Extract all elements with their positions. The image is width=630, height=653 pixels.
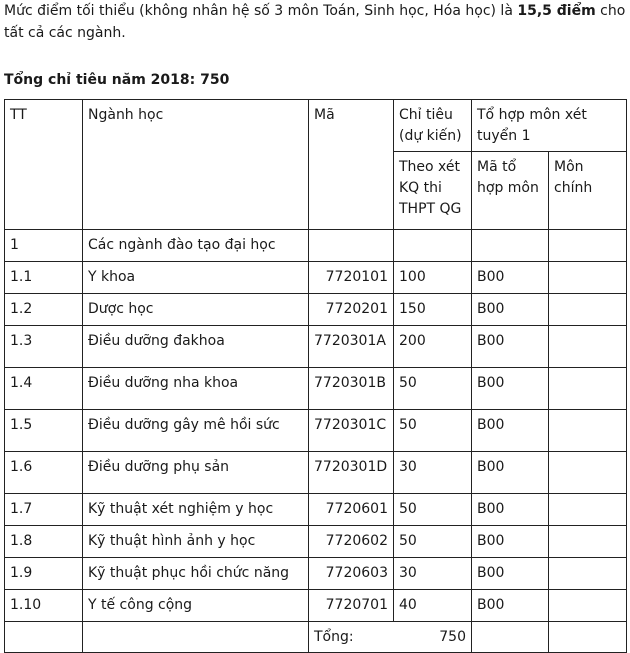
header-row [5, 100, 627, 152]
row-main-subject [549, 526, 627, 558]
row-code: 7720301C [309, 410, 394, 452]
group-row [5, 230, 627, 262]
row-tt: 1.3 [5, 326, 83, 368]
row-main-subject [549, 452, 627, 494]
intro-paragraph [4, 0, 626, 44]
table-row [5, 262, 627, 294]
row-code: 7720301D [309, 452, 394, 494]
row-main-subject [549, 262, 627, 294]
row-code: 7720301A [309, 326, 394, 368]
row-tt: 1.6 [5, 452, 83, 494]
row-tt: 1.2 [5, 294, 83, 326]
row-code: 7720301B [309, 368, 394, 410]
header-code: Mã [309, 100, 394, 230]
table-row [5, 494, 627, 526]
row-tt: 1.5 [5, 410, 83, 452]
intro-text-before: Mức điểm tối thiểu (không nhân hệ số 3 môn Toán, Sinh học, Hóa học) là [4, 3, 518, 19]
row-major: Điều dưỡng phụ sản [83, 452, 309, 494]
row-quota: 50 [394, 410, 472, 452]
row-tt: 1.4 [5, 368, 83, 410]
row-main-subject [549, 494, 627, 526]
total-label: Tổng: [314, 629, 354, 645]
row-major: Y khoa [83, 262, 309, 294]
row-code: 7720603 [309, 558, 394, 590]
header-combo: Tổ hợp môn xét tuyển 1 [472, 100, 627, 152]
row-quota: 150 [394, 294, 472, 326]
row-major: Điều dưỡng gây mê hồi sức [83, 410, 309, 452]
header-combo-code: Mã tổ hợp môn [472, 152, 549, 230]
row-combo: B00 [472, 526, 549, 558]
row-quota: 200 [394, 326, 472, 368]
row-combo: B00 [472, 326, 549, 368]
row-code: 7720601 [309, 494, 394, 526]
row-quota: 30 [394, 452, 472, 494]
header-quota-sub: Theo xét KQ thi THPT QG [394, 152, 472, 230]
row-major: Điều dưỡng đakhoa [83, 326, 309, 368]
table-row [5, 410, 627, 452]
table-row [5, 368, 627, 410]
row-quota: 40 [394, 590, 472, 622]
row-quota: 50 [394, 494, 472, 526]
total-cell [309, 622, 472, 653]
row-code: 7720701 [309, 590, 394, 622]
row-major: Điều dưỡng nha khoa [83, 368, 309, 410]
row-main-subject [549, 294, 627, 326]
table-row [5, 452, 627, 494]
row-combo: B00 [472, 494, 549, 526]
row-main-subject [549, 590, 627, 622]
group-major: Các ngành đào tạo đại học [83, 230, 309, 262]
row-main-subject [549, 326, 627, 368]
table-row [5, 294, 627, 326]
row-combo: B00 [472, 294, 549, 326]
total-quota-heading: Tổng chỉ tiêu năm 2018: 750 [4, 72, 230, 88]
row-major: Kỹ thuật xét nghiệm y học [83, 494, 309, 526]
row-major: Y tế công cộng [83, 590, 309, 622]
row-code: 7720201 [309, 294, 394, 326]
row-quota: 30 [394, 558, 472, 590]
row-quota: 50 [394, 526, 472, 558]
row-tt: 1.9 [5, 558, 83, 590]
row-tt: 1.10 [5, 590, 83, 622]
total-row [5, 622, 627, 653]
table-row [5, 326, 627, 368]
header-tt: TT [5, 100, 83, 230]
total-value: 750 [439, 629, 466, 645]
intro-min-score: 15,5 điểm [517, 3, 596, 19]
row-major: Kỹ thuật hình ảnh y học [83, 526, 309, 558]
row-code: 7720101 [309, 262, 394, 294]
row-combo: B00 [472, 368, 549, 410]
intro-text-after: cho tất cả các ngành. [4, 3, 626, 41]
header-quota: Chỉ tiêu (dự kiến) [394, 100, 472, 152]
row-combo: B00 [472, 262, 549, 294]
row-quota: 50 [394, 368, 472, 410]
row-quota: 100 [394, 262, 472, 294]
table-row [5, 590, 627, 622]
row-main-subject [549, 558, 627, 590]
row-combo: B00 [472, 452, 549, 494]
row-tt: 1.1 [5, 262, 83, 294]
group-tt: 1 [5, 230, 83, 262]
table-row [5, 526, 627, 558]
table-row [5, 558, 627, 590]
row-code: 7720602 [309, 526, 394, 558]
header-main-subject: Môn chính [549, 152, 627, 230]
row-main-subject [549, 410, 627, 452]
row-combo: B00 [472, 410, 549, 452]
quota-table [4, 99, 627, 653]
row-tt: 1.7 [5, 494, 83, 526]
row-combo: B00 [472, 590, 549, 622]
row-major: Dược học [83, 294, 309, 326]
row-combo: B00 [472, 558, 549, 590]
header-major: Ngành học [83, 100, 309, 230]
row-tt: 1.8 [5, 526, 83, 558]
row-main-subject [549, 368, 627, 410]
row-major: Kỹ thuật phục hồi chức năng [83, 558, 309, 590]
